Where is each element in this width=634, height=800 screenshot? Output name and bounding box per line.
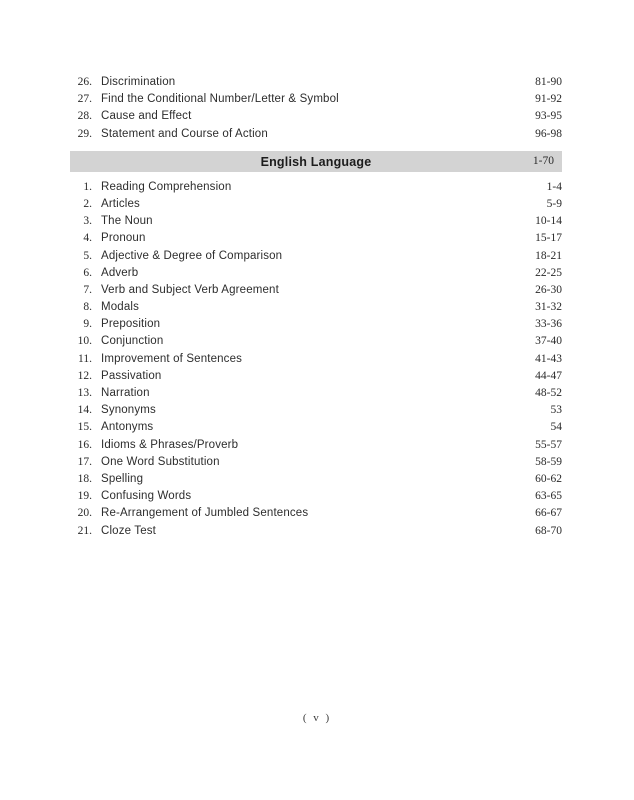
toc-row [70, 471, 562, 488]
toc-row [70, 402, 562, 419]
toc-item-pages: 1-4 [546, 180, 562, 193]
toc-row [70, 419, 562, 436]
toc-item-number: 12. [77, 369, 92, 382]
toc-item-number: 14. [77, 404, 92, 417]
toc-item-pages: 96-98 [535, 127, 562, 140]
toc-item-title: Cloze Test [101, 524, 156, 537]
toc-row [70, 437, 562, 454]
toc-row [70, 282, 562, 299]
toc-item-pages: 37-40 [535, 335, 562, 348]
toc-row [70, 91, 562, 108]
toc-item-number: 11. [78, 352, 92, 365]
toc-item-title: Pronoun [101, 232, 146, 245]
toc-item-pages: 54 [550, 421, 562, 434]
toc-row [70, 74, 562, 91]
toc-row [70, 316, 562, 333]
toc-row [70, 505, 562, 522]
toc-item-title: Confusing Words [101, 490, 192, 503]
toc-item-number: 10. [77, 335, 92, 348]
toc-item-pages: 10-14 [535, 215, 562, 228]
toc-item-title: The Noun [101, 215, 153, 228]
toc-item-number: 1. [83, 180, 92, 193]
toc-item-title: Find the Conditional Number/Letter & Symbol [101, 93, 339, 106]
toc-item-pages: 18-21 [535, 249, 562, 262]
toc-item-number: 15. [77, 421, 92, 434]
toc-item-number: 3. [83, 215, 92, 228]
section-header-bar [70, 151, 562, 172]
toc-row [70, 230, 562, 247]
toc-item-pages: 91-92 [535, 93, 562, 106]
toc-row [70, 333, 562, 350]
toc-item-title: Re-Arrangement of Jumbled Sentences [101, 507, 309, 520]
toc-item-title: Narration [101, 387, 150, 399]
toc-item-pages: 93-95 [535, 110, 562, 123]
toc-item-title: Passivation [101, 369, 162, 382]
toc-item-title: Adjective & Degree of Comparison [101, 249, 283, 262]
toc-item-number: 27. [77, 93, 92, 106]
toc-row [70, 351, 562, 368]
toc-item-pages: 44-47 [535, 369, 562, 382]
toc-item-pages: 55-57 [535, 438, 562, 451]
toc-item-number: 17. [77, 455, 92, 468]
toc-sections [70, 74, 562, 540]
toc-item-number: 5. [83, 249, 92, 262]
toc-row [70, 488, 562, 505]
toc-item-number: 26. [77, 76, 92, 88]
toc-item-number: 19. [77, 490, 92, 503]
toc-item-pages: 15-17 [535, 232, 562, 245]
toc-item-title: Preposition [101, 318, 161, 331]
toc-item-title: Statement and Course of Action [101, 127, 268, 140]
toc-item-number: 20. [77, 507, 92, 520]
toc-item-pages: 41-43 [535, 352, 562, 365]
toc-row [70, 213, 562, 230]
toc-row [70, 523, 562, 540]
toc-item-number: 9. [83, 318, 92, 331]
toc-item-title: Improvement of Sentences [101, 352, 243, 365]
toc-row [70, 385, 562, 402]
toc-row [70, 179, 562, 196]
toc-item-number: 16. [77, 438, 92, 451]
toc-item-number: 7. [83, 283, 92, 296]
section-header-title: English Language [260, 154, 372, 169]
toc-item-title: Verb and Subject Verb Agreement [101, 283, 279, 296]
toc-item-title: Discrimination [101, 76, 176, 88]
toc-item-pages: 33-36 [535, 318, 562, 331]
toc-item-title: Cause and Effect [101, 110, 192, 123]
toc-item-title: Conjunction [101, 335, 164, 348]
toc-item-title: Idioms & Phrases/Proverb [101, 438, 239, 451]
toc-item-pages: 53 [550, 404, 562, 417]
toc-item-pages: 31-32 [535, 301, 562, 314]
toc-content [70, 74, 562, 540]
toc-row [70, 265, 562, 282]
toc-row [70, 454, 562, 471]
toc-row [70, 126, 562, 143]
toc-item-number: 13. [77, 387, 92, 399]
toc-item-number: 29. [77, 127, 92, 140]
toc-item-pages: 48-52 [535, 387, 562, 399]
toc-item-number: 21. [77, 524, 92, 537]
toc-row [70, 248, 562, 265]
toc-item-title: Reading Comprehension [101, 180, 232, 193]
toc-item-number: 8. [83, 301, 92, 314]
toc-item-number: 28. [77, 110, 92, 123]
toc-row [70, 196, 562, 213]
toc-item-title: One Word Substitution [101, 455, 220, 468]
toc-item-pages: 26-30 [535, 283, 562, 296]
toc-item-number: 6. [83, 266, 92, 279]
toc-item-title: Adverb [101, 266, 139, 279]
toc-item-pages: 63-65 [535, 490, 562, 503]
toc-item-pages: 5-9 [546, 197, 562, 210]
toc-item-title: Modals [101, 301, 139, 314]
toc-item-pages: 68-70 [535, 524, 562, 537]
page-number-footer: ( v ) [302, 712, 332, 724]
toc-item-number: 2. [83, 197, 92, 210]
toc-row [70, 299, 562, 316]
toc-item-pages: 66-67 [535, 507, 562, 520]
toc-item-title: Spelling [101, 472, 144, 485]
toc-row [70, 368, 562, 385]
toc-item-number: 18. [77, 472, 92, 485]
toc-item-pages: 60-62 [535, 472, 562, 485]
section-header-pages: 1-70 [532, 154, 554, 167]
toc-item-title: Articles [101, 197, 140, 210]
toc-item-pages: 81-90 [535, 76, 562, 88]
toc-item-pages: 22-25 [535, 266, 562, 279]
toc-item-title: Antonyms [101, 421, 154, 434]
toc-row [70, 108, 562, 125]
toc-item-number: 4. [83, 232, 92, 245]
toc-item-title: Synonyms [101, 404, 156, 417]
toc-item-pages: 58-59 [535, 455, 562, 468]
